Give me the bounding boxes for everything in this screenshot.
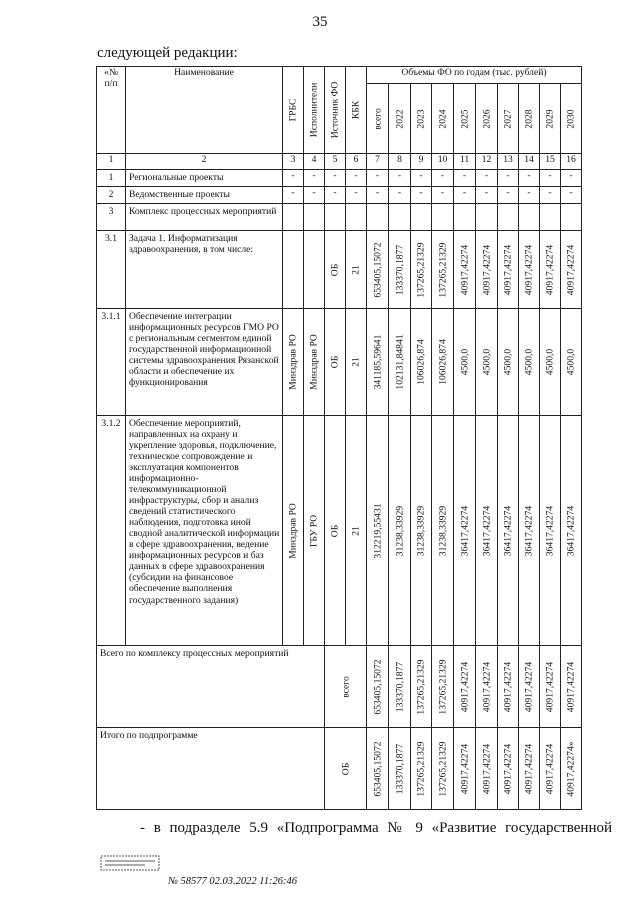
value-cell (561, 416, 582, 646)
header-year-text: 2027 (502, 108, 514, 129)
empty-cell (346, 204, 367, 231)
value-text: 106026,874 (436, 339, 448, 385)
header-year-text: 2024 (436, 108, 448, 129)
column-number-row (97, 154, 582, 170)
header-year-text: 2022 (393, 108, 405, 129)
value-cell (498, 309, 519, 416)
header-source (325, 67, 346, 154)
row-name: Ведомственные проекты (126, 187, 283, 204)
dash-cell: - (454, 187, 476, 204)
value-text: 36417,42274 (544, 505, 556, 556)
value-cell (367, 646, 389, 728)
row-name: Комплекс процессных мероприятий (126, 204, 283, 231)
source-cell (325, 728, 367, 810)
value-text: 4500,0 (544, 348, 556, 376)
value-text: 40917,42274 (502, 661, 514, 712)
value-cell (367, 416, 389, 646)
value-text: 4500,0 (480, 348, 492, 376)
value-cell (454, 646, 476, 728)
col-number: 15 (540, 154, 561, 170)
dash-cell: - (498, 170, 519, 187)
value-cell (498, 416, 519, 646)
header-kbk-text: КБК (350, 100, 362, 120)
empty-cell (476, 204, 498, 231)
table-row (97, 204, 582, 231)
kbk-text: 21 (350, 357, 362, 367)
value-cell (367, 309, 389, 416)
table-row (97, 170, 582, 187)
total-subprogram-name: Итого по подпрограмме (97, 728, 325, 810)
empty-cell (304, 204, 325, 231)
value-text: 133370,1877 (393, 244, 405, 295)
value-cell (561, 646, 582, 728)
col-number: 5 (325, 154, 346, 170)
header-executors (304, 67, 325, 154)
header-num-text: «№ п/п (104, 67, 118, 90)
row-num: 1 (97, 170, 126, 187)
value-text: 4500,0 (458, 348, 470, 376)
value-cell (498, 728, 519, 810)
executor-text: ГБУ РО (308, 514, 320, 547)
value-text: 137265,21329 (436, 241, 448, 298)
table-row (97, 309, 582, 416)
dash-cell: - (432, 187, 454, 204)
value-cell (389, 309, 411, 416)
executor-cell (304, 309, 325, 416)
col-number: 7 (367, 154, 389, 170)
value-text: 40917,42274 (523, 661, 535, 712)
dash-cell: - (540, 187, 561, 204)
value-text: 36417,42274 (502, 505, 514, 556)
empty-cell (454, 204, 476, 231)
source-cell (325, 309, 346, 416)
stamp-icon (100, 852, 160, 874)
empty-cell (389, 204, 411, 231)
value-text: 40917,42274 (480, 743, 492, 794)
value-text: 40917,42274» (565, 740, 577, 797)
value-text: 40917,42274 (502, 743, 514, 794)
value-cell (454, 309, 476, 416)
header-total-text: всего (371, 107, 383, 130)
value-cell (389, 728, 411, 810)
value-text: 137265,21329 (436, 740, 448, 797)
value-cell (519, 416, 540, 646)
value-text: 40917,42274 (458, 661, 470, 712)
value-text: 40917,42274 (480, 661, 492, 712)
dash-cell: - (346, 170, 367, 187)
value-cell (540, 309, 561, 416)
dash-cell: - (389, 187, 411, 204)
value-text: 31238,33929 (415, 505, 427, 556)
col-number: 6 (346, 154, 367, 170)
dash-cell: - (411, 170, 432, 187)
executor-text: Минздрав РО (308, 334, 320, 390)
row-name: Региональные проекты (126, 170, 283, 187)
value-text: 137265,21329 (415, 241, 427, 298)
row-num: 2 (97, 187, 126, 204)
empty-cell (411, 204, 432, 231)
dash-cell: - (561, 187, 582, 204)
value-text: 653405,15072 (371, 241, 383, 298)
col-number: 8 (389, 154, 411, 170)
dash-cell: - (519, 187, 540, 204)
page-number: 35 (312, 14, 328, 30)
header-grbs-text: ГРБС (287, 98, 299, 122)
value-cell (476, 728, 498, 810)
header-year (519, 84, 540, 154)
col-number: 13 (498, 154, 519, 170)
source-cell (325, 231, 346, 309)
value-cell (454, 416, 476, 646)
value-text: 4500,0 (502, 348, 514, 376)
header-kbk (346, 67, 367, 154)
header-num (97, 67, 126, 154)
value-text: 40917,42274 (565, 661, 577, 712)
value-text: 40917,42274 (544, 743, 556, 794)
col-number: 16 (561, 154, 582, 170)
row-name: Обеспечение интеграции информационных ресурсов ГМО РО с региональным сегментом единой государственной информационной системы здравоохранения Рязанской области и обеспечение их функционирования (126, 309, 283, 416)
table-row (97, 416, 582, 646)
kbk-cell (346, 309, 367, 416)
value-text: 40917,42274 (523, 743, 535, 794)
dash-cell: - (454, 170, 476, 187)
value-cell (519, 728, 540, 810)
dash-cell: - (561, 170, 582, 187)
kbk-cell (346, 416, 367, 646)
row-name: Обеспечение мероприятий, направленных на охрану и укрепление здоровья, подключение, техническое сопровождение и эксплуатация компонентов информационно-телекоммуникационной инфраструктуры, сбор и анализ сведений статистического наблюдения, подготовка иной сводной аналитической информации в сфере здравоохранения, ведение информационных ресурсов и баз данных в сфере здравоохранения (субсидии на финансовое обеспечение выполнения государственного задания) (126, 416, 283, 646)
value-text: 137265,21329 (415, 740, 427, 797)
dash-cell: - (367, 170, 389, 187)
value-text: 40917,42274 (458, 743, 470, 794)
value-text: 133370,1877 (393, 743, 405, 794)
value-cell (432, 646, 454, 728)
empty-cell (325, 204, 346, 231)
dash-cell: - (432, 170, 454, 187)
header-year-text: 2025 (458, 108, 470, 129)
value-text: 4500,0 (523, 348, 535, 376)
value-cell (476, 416, 498, 646)
col-number: 10 (432, 154, 454, 170)
col-number: 1 (97, 154, 126, 170)
header-year (476, 84, 498, 154)
value-text: 40917,42274 (502, 244, 514, 295)
header-year (540, 84, 561, 154)
value-cell (432, 416, 454, 646)
value-cell (540, 231, 561, 309)
total-subprogram-row (97, 728, 582, 810)
col-number: 9 (411, 154, 432, 170)
value-text: 40917,42274 (544, 244, 556, 295)
value-cell (432, 309, 454, 416)
value-cell (411, 309, 432, 416)
value-text: 40917,42274 (544, 661, 556, 712)
kbk-text: 21 (350, 264, 362, 275)
value-cell (411, 416, 432, 646)
value-text: 36417,42274 (523, 505, 535, 556)
value-cell (561, 309, 582, 416)
dash-cell: - (325, 187, 346, 204)
dash-cell: - (304, 187, 325, 204)
source-cell (325, 416, 346, 646)
row-name: Задача 1. Информатизация здравоохранения, в том числе: (126, 231, 283, 309)
value-text: 137265,21329 (415, 658, 427, 715)
header-year (411, 84, 432, 154)
value-cell (476, 646, 498, 728)
dash-cell: - (389, 170, 411, 187)
intro-text: следующей редакции: (97, 45, 238, 61)
empty-cell (519, 204, 540, 231)
value-text: 36417,42274 (480, 505, 492, 556)
total-complex-row (97, 646, 582, 728)
value-cell (561, 728, 582, 810)
empty-cell (561, 204, 582, 231)
empty-cell (304, 231, 325, 309)
registration-footer: № 58577 02.03.2022 11:26:46 (168, 876, 297, 887)
dash-cell: - (304, 170, 325, 187)
value-cell (389, 231, 411, 309)
grbs-text: Минздрав РО (287, 334, 299, 390)
value-text: 102131,84841 (393, 334, 405, 390)
header-total (367, 84, 389, 154)
dash-cell: - (519, 170, 540, 187)
value-text: 40917,42274 (523, 244, 535, 295)
value-cell (498, 646, 519, 728)
empty-cell (540, 204, 561, 231)
kbk-text: 21 (350, 525, 362, 536)
dash-cell: - (283, 170, 304, 187)
value-cell (411, 646, 432, 728)
header-year (561, 84, 582, 154)
header-year-text: 2028 (523, 108, 535, 129)
bottom-paragraph: - в подразделе 5.9 «Подпрограмма № 9 «Развитие государственной (140, 820, 612, 836)
value-text: 31238,33929 (436, 505, 448, 556)
source-text: ОБ (329, 524, 341, 537)
header-year (432, 84, 454, 154)
value-text: 36417,42274 (565, 505, 577, 556)
header-grbs (283, 67, 304, 154)
header-volumes: Объемы ФО по годам (тыс. рублей) (367, 67, 582, 84)
value-cell (367, 728, 389, 810)
row-num: 3.1.2 (97, 416, 126, 646)
value-cell (519, 646, 540, 728)
total-complex-name: Всего по комплексу процессных мероприятий (97, 646, 325, 728)
dash-cell: - (411, 187, 432, 204)
col-number: 14 (519, 154, 540, 170)
empty-cell (367, 204, 389, 231)
dash-cell: - (476, 170, 498, 187)
dash-cell: - (540, 170, 561, 187)
executor-cell (304, 416, 325, 646)
value-cell (476, 231, 498, 309)
col-number: 4 (304, 154, 325, 170)
row-num: 3.1.1 (97, 309, 126, 416)
col-number: 12 (476, 154, 498, 170)
value-cell (389, 646, 411, 728)
empty-cell (498, 204, 519, 231)
table-row (97, 231, 582, 309)
header-executors-text: Исполнители (308, 82, 320, 138)
value-cell (519, 309, 540, 416)
header-year (498, 84, 519, 154)
value-cell (454, 231, 476, 309)
header-name: Наименование (126, 67, 283, 154)
col-number: 3 (283, 154, 304, 170)
value-cell (476, 309, 498, 416)
value-cell (367, 231, 389, 309)
value-cell (389, 416, 411, 646)
value-text: 40917,42274 (480, 244, 492, 295)
grbs-cell (283, 309, 304, 416)
header-year (389, 84, 411, 154)
dash-cell: - (367, 187, 389, 204)
empty-cell (283, 204, 304, 231)
value-text: 133370,1877 (393, 661, 405, 712)
value-cell (540, 646, 561, 728)
kbk-cell (346, 231, 367, 309)
value-text: 40917,42274 (458, 244, 470, 295)
value-text: 36417,42274 (458, 505, 470, 556)
value-text: 653405,15072 (371, 740, 383, 797)
value-text: 40917,42274 (565, 244, 577, 295)
value-cell (498, 231, 519, 309)
value-cell (540, 728, 561, 810)
value-cell (561, 231, 582, 309)
table-row (97, 187, 582, 204)
value-text: 312219,55431 (371, 502, 383, 559)
header-year-text: 2026 (480, 108, 492, 129)
value-text: 106026,874 (415, 339, 427, 385)
row-num: 3 (97, 204, 126, 231)
value-cell (519, 231, 540, 309)
grbs-text: Минздрав РО (287, 502, 299, 559)
value-cell (432, 728, 454, 810)
dash-cell: - (476, 187, 498, 204)
empty-cell (432, 204, 454, 231)
dash-cell: - (498, 187, 519, 204)
source-text: ОБ (329, 355, 341, 369)
row-num: 3.1 (97, 231, 126, 309)
header-year-text: 2030 (565, 108, 577, 129)
header-year (454, 84, 476, 154)
grbs-cell (283, 416, 304, 646)
header-year-text: 2029 (544, 108, 556, 129)
value-text: 31238,33929 (393, 505, 405, 556)
header-source-text: Источник ФО (329, 81, 341, 139)
source-cell (325, 646, 367, 728)
col-number: 11 (454, 154, 476, 170)
value-cell (411, 231, 432, 309)
value-text: 341185,59641 (371, 334, 383, 390)
value-text: 4500,0 (565, 348, 577, 376)
value-cell (540, 416, 561, 646)
budget-table (96, 66, 582, 810)
source-text: ОБ (329, 263, 341, 276)
dash-cell: - (325, 170, 346, 187)
value-cell (432, 231, 454, 309)
value-cell (411, 728, 432, 810)
value-text: 137265,21329 (436, 658, 448, 715)
dash-cell: - (283, 187, 304, 204)
empty-cell (283, 231, 304, 309)
value-cell (454, 728, 476, 810)
source-text: всего (339, 675, 351, 698)
source-text: ОБ (339, 762, 351, 775)
col-number: 2 (126, 154, 283, 170)
value-text: 653405,15072 (371, 658, 383, 715)
dash-cell: - (346, 187, 367, 204)
header-year-text: 2023 (415, 108, 427, 129)
